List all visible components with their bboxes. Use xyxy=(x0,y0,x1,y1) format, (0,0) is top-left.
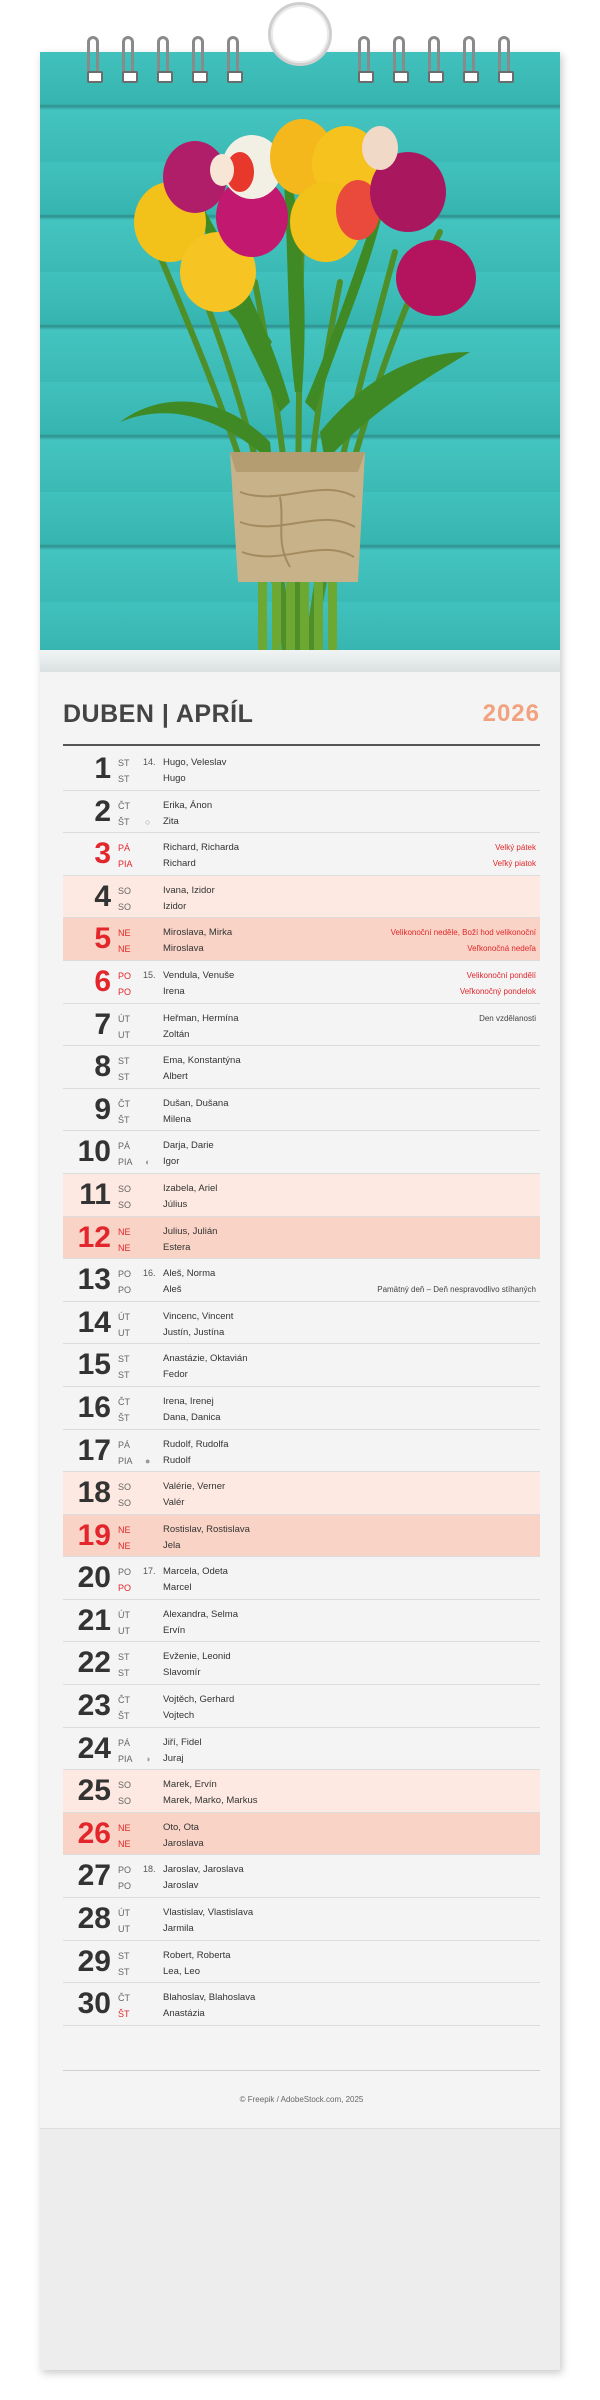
weekday-sk: PO xyxy=(118,1881,132,1892)
day-number: 23 xyxy=(77,1689,111,1723)
weekday-sk: PIA xyxy=(118,1157,133,1168)
binding-ring xyxy=(393,36,405,80)
day-row xyxy=(63,1557,540,1600)
nameday-cz: Darja, Darie xyxy=(163,1140,214,1152)
binding-ring xyxy=(87,36,99,80)
weekday-sk: UT xyxy=(118,1029,130,1040)
day-number: 5 xyxy=(94,922,111,956)
day-number: 26 xyxy=(77,1816,111,1850)
nameday-cz: Ema, Konstantýna xyxy=(163,1055,241,1067)
holiday-sk: Veľkonočný pondelok xyxy=(459,986,536,996)
day-row xyxy=(63,918,540,961)
weekday-sk: ST xyxy=(118,774,130,784)
holiday-cz: Den vzdělanosti xyxy=(479,1013,536,1023)
week-number: 17. xyxy=(143,1566,156,1577)
weekday-sk: ST xyxy=(118,1072,130,1083)
day-number: 28 xyxy=(77,1902,111,1936)
day-row xyxy=(63,833,540,876)
day-row xyxy=(63,1302,540,1345)
nameday-cz: Marcela, Odeta xyxy=(163,1566,228,1578)
month-title: DUBEN | APRÍL xyxy=(63,699,254,728)
month-header xyxy=(63,696,540,732)
binding-ring xyxy=(498,36,510,80)
weekday-sk: NE xyxy=(118,944,131,955)
weekday-sk: UT xyxy=(118,1924,130,1935)
nameday-sk: Július xyxy=(163,1198,188,1210)
day-number: 7 xyxy=(94,1007,111,1041)
nameday-sk: Lea, Leo xyxy=(163,1965,200,1977)
nameday-sk: Justín, Justína xyxy=(163,1326,225,1338)
weekday-cz: ÚT xyxy=(118,1013,130,1024)
nameday-cz: Vendula, Venuše xyxy=(163,969,235,981)
day-number: 19 xyxy=(77,1518,111,1552)
day-row xyxy=(63,1472,540,1515)
moon-phase-icon: ◐ xyxy=(145,1157,151,1168)
day-row xyxy=(63,1898,540,1941)
week-number: 18. xyxy=(143,1864,156,1875)
day-row xyxy=(63,1941,540,1984)
photo-credit: © Freepik / AdobeStock.com, 2025 xyxy=(239,2095,364,2104)
holiday-sk: Veľký piatok xyxy=(492,859,536,869)
nameday-sk: Hugo xyxy=(163,773,186,784)
holiday-sk: Pamätný deň – Deň nespravodlivo stíhaných xyxy=(377,1285,536,1295)
weekday-sk: ST xyxy=(118,1668,130,1679)
nameday-cz: Alexandra, Selma xyxy=(163,1608,238,1620)
nameday-cz: Erika, Ánon xyxy=(163,799,213,811)
nameday-sk: Milena xyxy=(163,1113,191,1125)
nameday-sk: Jaroslava xyxy=(163,1837,204,1849)
day-row xyxy=(63,1855,540,1898)
day-row xyxy=(63,1046,540,1089)
weekday-cz: ST xyxy=(118,1652,130,1663)
nameday-cz: Miroslava, Mirka xyxy=(163,927,233,939)
holiday-cz: Velikonoční neděle, Boží hod velikonoční xyxy=(390,928,536,938)
nameday-cz: Rudolf, Rudolfa xyxy=(163,1438,229,1450)
nameday-sk: Richard xyxy=(163,858,196,870)
weekday-cz: ČT xyxy=(118,1695,130,1706)
day-number: 10 xyxy=(77,1135,111,1169)
weekday-cz: ÚT xyxy=(118,1908,130,1919)
weekday-cz: ČT xyxy=(118,800,130,811)
nameday-cz: Rostislav, Rostislava xyxy=(163,1523,250,1535)
nameday-cz: Ivana, Izidor xyxy=(163,884,215,896)
day-row xyxy=(63,1813,540,1856)
weekday-sk: UT xyxy=(118,1327,130,1338)
nameday-sk: Rudolf xyxy=(163,1454,191,1466)
nameday-cz: Valérie, Verner xyxy=(163,1481,226,1493)
weekday-sk: NE xyxy=(118,1838,131,1849)
day-number: 22 xyxy=(77,1646,111,1680)
nameday-sk: Valér xyxy=(163,1497,185,1509)
day-row xyxy=(63,1642,540,1685)
nameday-cz: Dušan, Dušana xyxy=(163,1097,229,1109)
nameday-sk: Jaroslav xyxy=(163,1880,199,1892)
day-row xyxy=(63,1174,540,1217)
weekday-cz: PÁ xyxy=(118,1737,131,1748)
day-row xyxy=(63,791,540,834)
weekday-cz: NE xyxy=(118,1226,131,1237)
nameday-sk: Dana, Danica xyxy=(163,1411,221,1423)
weekday-sk: ŠT xyxy=(118,1412,130,1423)
weekday-cz: ST xyxy=(118,758,130,768)
weekday-sk: UT xyxy=(118,1625,130,1636)
day-number: 9 xyxy=(94,1092,111,1126)
weekday-cz: ČT xyxy=(118,1396,130,1407)
weekday-cz: NE xyxy=(118,928,131,939)
weekday-cz: ST xyxy=(118,1354,130,1365)
week-number: 14. xyxy=(143,757,156,767)
nameday-cz: Oto, Ota xyxy=(163,1821,199,1833)
day-number: 17 xyxy=(77,1433,111,1467)
nameday-sk: Anastázia xyxy=(163,2008,205,2020)
tulip-bouquet-image xyxy=(40,52,560,672)
nameday-sk: Aleš xyxy=(163,1284,182,1296)
day-row xyxy=(63,1131,540,1174)
day-number: 20 xyxy=(77,1561,111,1595)
weekday-cz: ST xyxy=(118,1950,130,1961)
nameday-sk: Jela xyxy=(163,1539,181,1551)
day-row xyxy=(63,1344,540,1387)
weekday-sk: SO xyxy=(118,1199,132,1210)
weekday-cz: PO xyxy=(118,1269,132,1280)
weekday-sk: NE xyxy=(118,1242,131,1253)
weekday-cz: SO xyxy=(118,1482,132,1493)
day-number: 25 xyxy=(77,1774,111,1808)
nameday-sk: Izidor xyxy=(163,900,187,912)
day-row xyxy=(63,1770,540,1813)
weekday-sk: ST xyxy=(118,1370,130,1381)
moon-phase-icon: ● xyxy=(145,1455,151,1466)
day-row xyxy=(63,1089,540,1132)
day-number: 8 xyxy=(94,1050,111,1084)
nameday-cz: Jiří, Fidel xyxy=(163,1736,202,1748)
day-row xyxy=(63,1004,540,1047)
weekday-sk: ŠT xyxy=(118,816,130,827)
weekday-sk: SO xyxy=(118,1796,132,1807)
weekday-cz: ST xyxy=(118,1056,130,1067)
nameday-cz: Anastázie, Oktavián xyxy=(163,1353,248,1365)
nameday-sk: Zita xyxy=(163,815,179,827)
nameday-cz: Vojtěch, Gerhard xyxy=(163,1694,235,1706)
weekday-cz: SO xyxy=(118,1780,132,1791)
day-number: 1 xyxy=(94,752,111,785)
nameday-sk: Slavomír xyxy=(163,1667,201,1679)
header-divider xyxy=(63,744,540,746)
weekday-sk: ŠT xyxy=(118,1711,130,1722)
spiral-binding-icon xyxy=(0,0,600,90)
weekday-sk: SO xyxy=(118,1498,132,1509)
binding-ring xyxy=(192,36,204,80)
weekday-sk: PIA xyxy=(118,1753,133,1764)
nameday-cz: Richard, Richarda xyxy=(163,842,240,854)
nameday-sk: Juraj xyxy=(163,1752,184,1764)
day-row xyxy=(63,1430,540,1473)
day-number: 2 xyxy=(94,794,111,828)
weekday-cz: SO xyxy=(118,1183,132,1194)
nameday-cz: Robert, Roberta xyxy=(163,1949,231,1961)
nameday-sk: Irena xyxy=(163,985,185,997)
weekday-sk: PIA xyxy=(118,1455,133,1466)
nameday-sk: Igor xyxy=(163,1156,180,1168)
nameday-sk: Estera xyxy=(163,1241,191,1253)
day-number: 6 xyxy=(94,964,111,998)
hanger-hook-icon xyxy=(268,2,332,66)
day-row xyxy=(63,876,540,919)
nameday-sk: Albert xyxy=(163,1071,188,1083)
nameday-cz: Evženie, Leonid xyxy=(163,1651,231,1663)
calendar-next-page xyxy=(40,2128,560,2370)
weekday-cz: PÁ xyxy=(118,1141,131,1152)
nameday-cz: Heřman, Hermína xyxy=(163,1012,239,1024)
weekday-cz: PÁ xyxy=(118,1439,131,1450)
nameday-cz: Hugo, Veleslav xyxy=(163,757,227,768)
day-row xyxy=(63,748,540,791)
nameday-sk: Miroslava xyxy=(163,943,204,955)
weekday-cz: PO xyxy=(118,1567,132,1578)
weekday-cz: ÚT xyxy=(118,1609,130,1620)
weekday-cz: PO xyxy=(118,1865,132,1876)
weekday-cz: SO xyxy=(118,885,132,896)
nameday-cz: Vincenc, Vincent xyxy=(163,1310,234,1322)
binding-ring xyxy=(358,36,370,80)
weekday-sk: PIA xyxy=(118,859,133,870)
nameday-sk: Vojtech xyxy=(163,1710,195,1722)
holiday-sk: Veľkonočná nedeľa xyxy=(467,944,536,954)
weekday-sk: PO xyxy=(118,1285,132,1296)
nameday-cz: Jaroslav, Jaroslava xyxy=(163,1864,244,1876)
day-number: 30 xyxy=(77,1987,111,2021)
day-row xyxy=(63,1259,540,1302)
day-row xyxy=(63,961,540,1004)
nameday-cz: Blahoslav, Blahoslava xyxy=(163,1992,256,2004)
weekday-sk: PO xyxy=(118,986,132,997)
moon-phase-icon: ○ xyxy=(145,816,151,827)
binding-ring xyxy=(463,36,475,80)
day-number: 15 xyxy=(77,1348,111,1382)
nameday-sk: Jarmila xyxy=(163,1923,194,1935)
nameday-cz: Marek, Ervín xyxy=(163,1779,217,1791)
holiday-cz: Velikonoční pondělí xyxy=(466,970,536,980)
day-number: 11 xyxy=(79,1177,111,1211)
day-number: 13 xyxy=(77,1263,111,1297)
day-number: 21 xyxy=(77,1603,111,1637)
weekday-sk: NE xyxy=(118,1540,131,1551)
nameday-sk: Zoltán xyxy=(163,1028,190,1040)
holiday-cz: Velký pátek xyxy=(495,843,536,853)
week-number: 15. xyxy=(143,969,156,980)
nameday-cz: Julius, Julián xyxy=(163,1225,218,1237)
day-number: 12 xyxy=(77,1220,111,1254)
day-number: 24 xyxy=(77,1731,111,1765)
day-row xyxy=(63,1983,540,2026)
day-row xyxy=(63,1685,540,1728)
day-row xyxy=(63,1728,540,1771)
day-row xyxy=(63,1387,540,1430)
day-row xyxy=(63,1600,540,1643)
nameday-sk: Marcel xyxy=(163,1582,192,1594)
day-row xyxy=(63,1515,540,1558)
day-number: 14 xyxy=(77,1305,111,1339)
day-number: 29 xyxy=(77,1944,111,1978)
photo-ledge xyxy=(40,650,560,672)
weekday-cz: PO xyxy=(118,970,132,981)
nameday-sk: Marek, Marko, Markus xyxy=(163,1795,258,1807)
binding-ring xyxy=(122,36,134,80)
weekday-sk: ST xyxy=(118,1966,130,1977)
day-number: 16 xyxy=(77,1390,111,1424)
nameday-sk: Fedor xyxy=(163,1369,188,1381)
week-number: 16. xyxy=(143,1268,156,1279)
nameday-cz: Irena, Irenej xyxy=(163,1395,214,1407)
day-row xyxy=(63,1217,540,1260)
day-number: 4 xyxy=(94,879,111,913)
footer-divider xyxy=(63,2070,540,2071)
binding-ring xyxy=(428,36,440,80)
nameday-cz: Izabela, Ariel xyxy=(163,1182,218,1194)
nameday-sk: Ervín xyxy=(163,1624,186,1636)
day-number: 3 xyxy=(94,837,111,871)
binding-ring xyxy=(157,36,169,80)
weekday-cz: ČT xyxy=(118,1993,130,2004)
moon-phase-icon: ◑ xyxy=(145,1753,151,1764)
weekday-cz: PÁ xyxy=(118,843,131,854)
day-list xyxy=(63,748,540,2026)
weekday-cz: NE xyxy=(118,1524,131,1535)
weekday-sk: ŠT xyxy=(118,2009,130,2020)
nameday-cz: Vlastislav, Vlastislava xyxy=(163,1907,254,1919)
weekday-cz: ÚT xyxy=(118,1311,130,1322)
weekday-sk: SO xyxy=(118,901,132,912)
weekday-sk: ŠT xyxy=(118,1114,130,1125)
day-number: 18 xyxy=(77,1476,111,1510)
year-label: 2026 xyxy=(482,700,540,727)
binding-ring xyxy=(227,36,239,80)
weekday-cz: NE xyxy=(118,1822,131,1833)
day-number: 27 xyxy=(77,1859,111,1893)
nameday-cz: Aleš, Norma xyxy=(163,1268,216,1280)
weekday-cz: ČT xyxy=(118,1098,130,1109)
weekday-sk: PO xyxy=(118,1583,132,1594)
